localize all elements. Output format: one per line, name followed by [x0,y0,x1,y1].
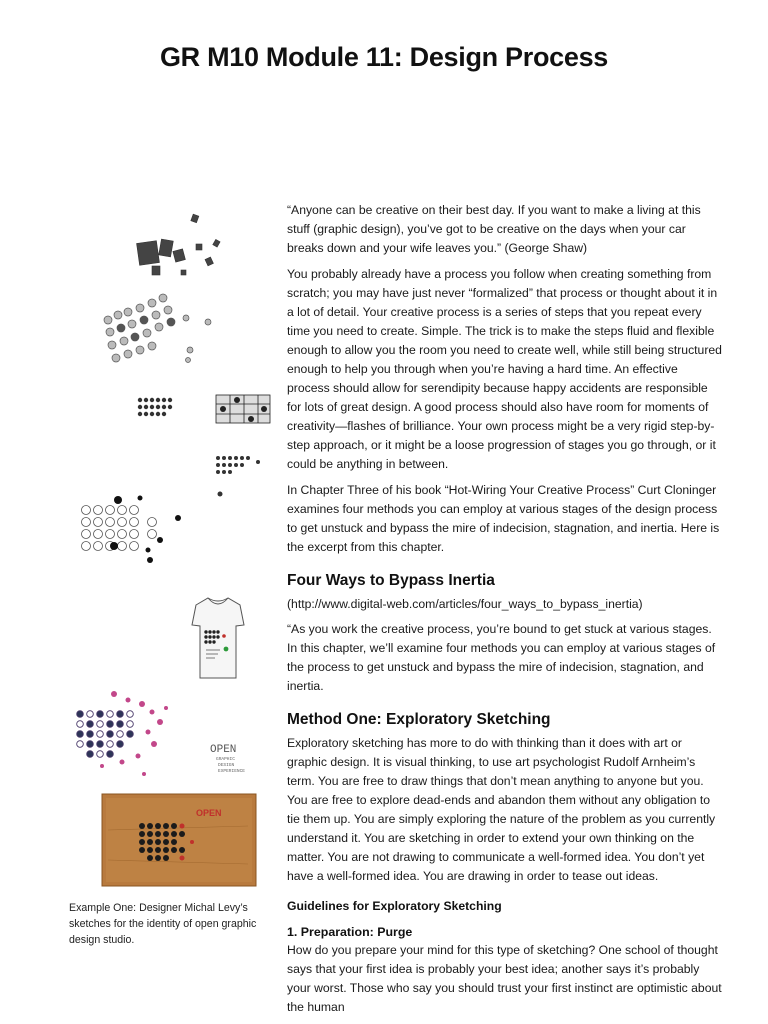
sketch-illustrations [68,200,278,900]
paragraph-preparation: How do you prepare your mind for this type of sketching? One school of thought says that your first idea is probably your best idea; another says it’s probably your worst. Those who say you should trust your first instinct are optimistic about the human [287,943,722,1014]
board-wordmark: OPEN [196,808,222,818]
heading-preparation: 1. Preparation: Purge [287,925,413,939]
source-url: (http://www.digital-web.com/articles/four_ways_to_bypass_inertia) [287,597,643,611]
sketch-small-grid-left [138,398,172,416]
sketch-colored-dots [77,711,134,758]
page-title: GR M10 Module 11: Design Process [159,42,609,72]
sketch-open-circles [82,506,157,551]
open-sub-line1: GRAPHIC [216,757,235,762]
heading-four-ways: Four Ways to Bypass Inertia [287,572,495,589]
heading-method-one: Method One: Exploratory Sketching [287,711,551,728]
article-body [287,201,723,1017]
sketch-t-shirt [192,598,244,678]
heading-guidelines: Guidelines for Exploratory Sketching [287,899,502,913]
sketch-kraft-board [102,794,256,886]
sketch-small-grid-lower [216,456,260,497]
paragraph-chapter-three: In Chapter Three of his book “Hot-Wiring Your Creative Process” Curt Cloninger examines four methods you can employ at various stages of the design process to get unstuck and bypass the mire of indecision, stagnation, and inertia. Here is the excerpt from this chapter. [287,483,720,554]
open-wordmark: OPEN [210,744,237,756]
figure-caption: Example One: Designer Michal Levy’s sketches for the identity of open graphic design studio. [69,902,257,946]
paragraph-process: You probably already have a process you follow when creating something from scratch; you may have just never “formalized” that process or thought about it in a lot of detail. Your creative process is a series of steps that you repeat every time you need to create. Simple. The trick is to make the steps fluid and flexible enough to allow you the room you need to create well, while still being structured enough to help you through when you’re having a hard time. An effective process should allow for serendipity because happy accidents are responsible for lots of great design. A good process should also have room for moments of creativity—flashes of brilliance. Your own process might be a very rigid step-by-step approach, or it might be a loose progression of stages you go through, or it could be anything in between. [287,267,722,471]
paragraph-stuck: “As you work the creative process, you’re bound to get stuck at various stages. In this chapter, we’ll examine four methods you can employ at various stages of the process to get unstuck and bypass the mire of indecision, stagnation, and inertia. [287,622,716,693]
sketch-small-grid-right [216,395,270,423]
open-sub-line2: DESIGN [218,763,235,768]
sketch-dot-cluster [104,294,211,363]
opening-quote: “Anyone can be creative on their best day. If you want to make a living at this stuff (graphic design), you’ve got to be creative on the days when your car breaks down and your wife leaves you.” (George Shaw) [287,203,701,255]
paragraph-exploratory: Exploratory sketching has more to do with thinking than it does with art or graphic design. It is visual thinking, to use art psychologist Rudolf Arnheim’s term. You are free to draw things that don’t mean anything to anyone but you. You are free to explore dead-ends and abandon them without any obligation to tie them up. You are simply exploring the nature of the problem as you currently understand it. You are sketching in order to extend your own thinking on the matter. You are not drawing to communicate a well-formed idea. You don’t yet have a well-formed idea. You are drawing in order to tease out ideas. [287,736,716,883]
open-sub-line3: EXPERIENCE [218,769,246,774]
sketch-blocks [137,214,221,275]
